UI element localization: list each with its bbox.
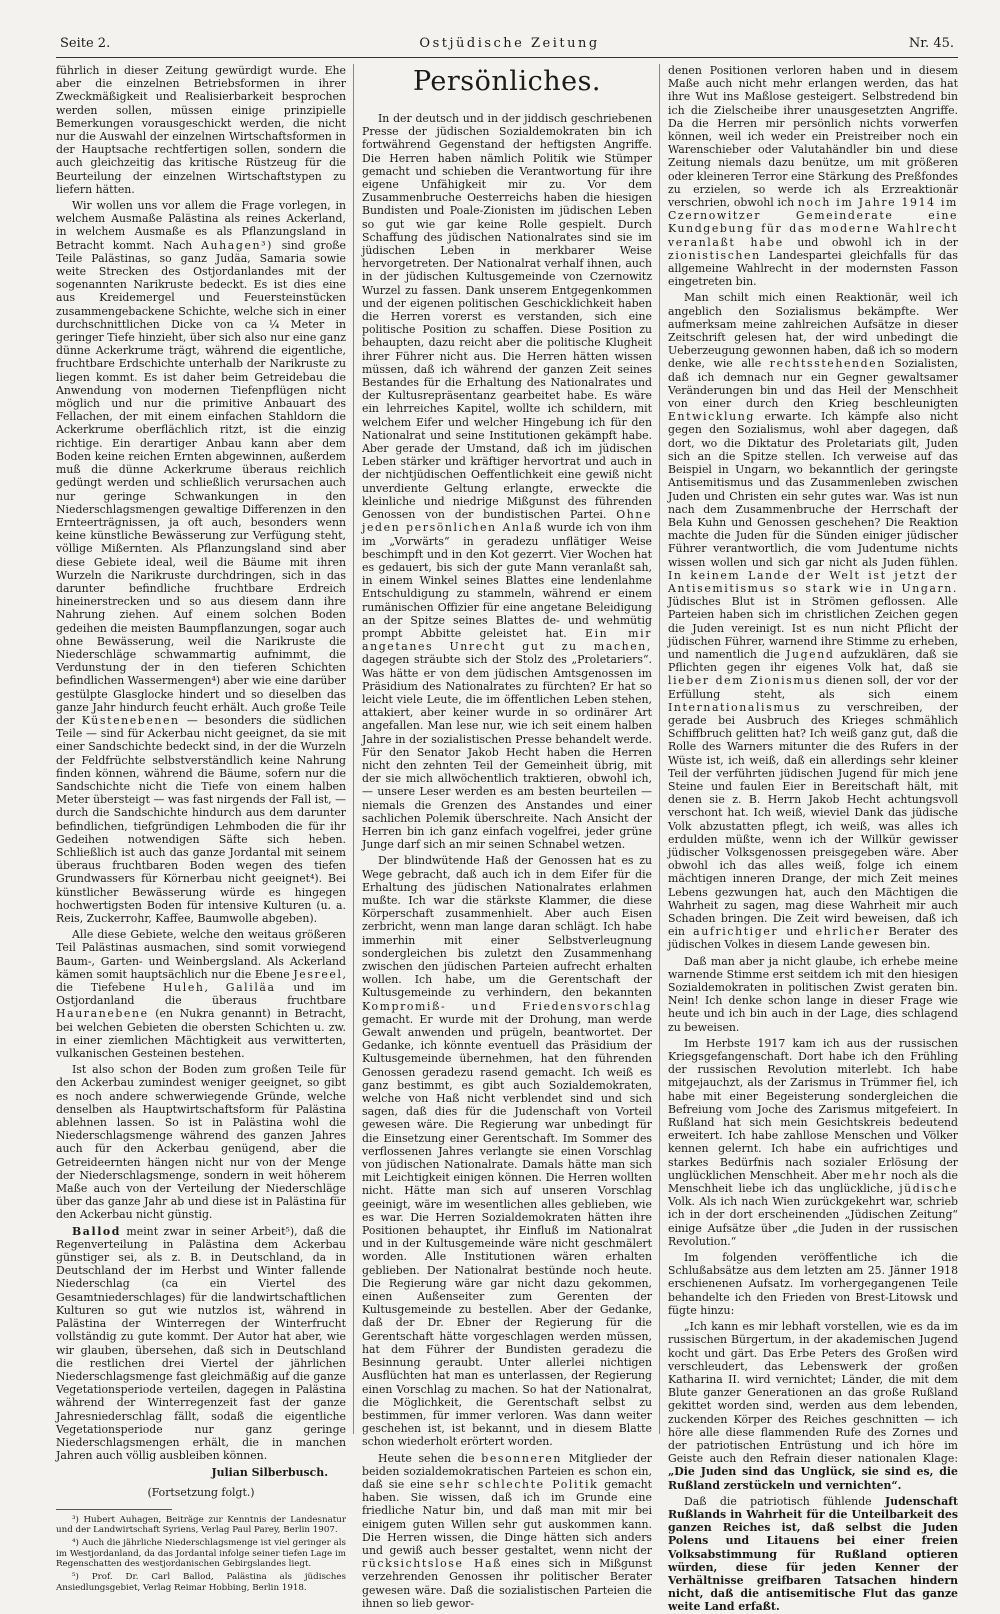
paragraph: Heute sehen die besonneren Mitglieder der beiden sozialdemokratischen Parteien es schon ein, daß sie eine sehr schlechte Politik gemacht haben. Sie wissen, daß ich im Grunde eine friedliche Natur bin, und daß man mit mir bei einigem guten Willen sehr gut auskommen kann. Die Herren wissen, die Dinge hätten sich anders und gewiß auch besser gestaltet, wenn nicht der rücksichtslose Haß eines sich in Mißgunst verzehrenden Genossen ihr politischer Berater gewesen wäre. Daß die sozialistischen Parteien die ihnen so lieb gewor-: [362, 1451, 653, 1610]
paragraph: Man schilt mich einen Reaktionär, weil ich angeblich den Sozialismus bekämpfte. Wer aufmerksam meine zahlreichen Aufsätze in dieser Zeitschrift gelesen hat, der wird unbedingt die Ueberzeugung gewonnen haben, daß ich so modern denke, wie alle rechtsstehenden Sozialisten, daß ich demnach nur ein Gegner gewaltsamer Veränderungen bin und das Heil der Menschheit von einer durch den Krieg beschleunigten Entwicklung erwarte. Ich kämpfe also nicht gegen den Sozialismus, wohl aber dagegen, daß dort, wo die Diktatur des Proletariats gilt, Juden sich an die Spitze stellen. Ich verweise auf das Beispiel in Ungarn, wo bekanntlich der geringste Antisemitismus und das Zusammenleben zwischen Juden und Christen ein sehr gutes war. Was ist nun nach dem Zusammenbruche der Herrschaft der Bela Kuhn und Genossen geschehen? Die Reaktion machte die Juden für die Sünden einiger jüdischer Führer verantwortlich, die vom Judentume nichts wissen wollen und sich gar nicht als Juden fühlen. In keinem Lande der Welt ist jetzt der Antisemitismus so stark wie in Ungarn. Jüdisches Blut ist in Strömen geflossen. Alle Parteien haben sich im christlichen Zeichen gegen die Juden vereinigt. Ist es nun nicht Pflicht der jüdischen Führer, warnend ihre Stimme zu erheben, und namentlich die Jugend aufzuklären, daß sie Pflichten gegen ihr eigenes Volk hat, daß sie lieber dem Zionismus dienen soll, der vor der Erfüllung steht, als sich einem Internationalismus zu verschreiben, der gerade bei Ausbruch des Krieges schmählich Schiffbruch gelitten hat? Ich weiß ganz gut, daß die Rolle des Warners mitunter die des Rufers in der Wüste ist, ich weiß, daß ein allerdings sehr kleiner Teil der verführten jüdischen Jugend für mich jene Steine und faulen Eier in Bereitschaft hält, mit denen sie z. B. Herrn Jakob Hecht achtungsvoll verschont hat. Ich weiß, wieviel Dank das jüdische Volk abzustatten pflegt, ich weiß, was alles ich erdulden müßte, wenn ich der Willkür gewisser jüdischer Volksgenossen preisgegeben wäre. Aber obwohl ich das alles weiß, folge ich einem mächtigen inneren Drange, der mich Zeit meines Lebens gezwungen hat, auch den Mächtigen die Wahrheit zu sagen, mag diese Wahrheit mir auch Schaden bringen. Die Zeit wird beweisen, daß ich ein aufrichtiger und ehrlicher Berater des jüdischen Volkes in diesem Lande gewesen bin.: [668, 291, 959, 952]
paragraph: Im folgenden veröffentliche ich die Schlußabsätze aus dem letzten am 25. Jänner 1918 erschienenen Aufsatz. Im vorhergegangenen Teile behandelte ich den Frieden von Brest-Litowsk und fügte hinzu:: [668, 1251, 958, 1317]
paragraph: Ballod meint zwar in seiner Arbeit⁵), daß die Regenverteilung in Palästina dem Ackerbau günstiger sei, als z. B. in Deutschland, da in Deutschland der im Herbst und Winter fallende Niederschlag (ca ein Viertel des Gesamtniederschlages) für die landwirtschaftlichen Kulturen so gut wie nutzlos ist, während in Palästina der Winterregen der Winterfrucht vollständig zu gute kommt. Der Autor hat aber, wie wir glauben, übersehen, daß sich in Deutschland die restlichen drei Viertel der jährlichen Niederschlagsmenge fast gleichmäßig auf die ganze Vegetationsperiode verteilen, dagegen in Palästina während der Winterregenzeit fast der ganze Jahresniederschlag fällt, sodaß die eigentliche Vegetationsperiode nur ganz geringe Niederschlagsmengen erhält, die in manchen Jahren auch völlig ausbleiben können.: [56, 1224, 346, 1463]
author-signature: Julian Silberbusch.: [211, 1466, 328, 1480]
paragraph: Wir wollen uns vor allem die Frage vorlegen, in welchem Ausmaße Palästina als reines Ackerland, in welchem Ausmaße es als Pflanzungsland in Betracht kommt. Nach Auhagen³) sind große Teile Palästinas, so ganz Judäa, Samaria sowie weite Strecken des Ostjordanlandes mit der sogenannten Narikruste bedeckt. Es ist dies eine aus Kreidemergel und Feuersteinstücken zusammengebackene Schichte, welche sich in einer durchschnittlichen Dicke von ca ¼ Meter in geringer Tiefe hinzieht, über sich also nur eine ganz dünne Ackerkrume trägt, während die eigentliche, fruchtbare Erdschichte unterhalb der Narikruste zu liegen kommt. Es ist daher beim Getreidebau die Anwendung von modernen Tiefenpflügen nicht möglich und nur die primitive Anbauart des Fellachen, der mit einem einfachen Stahldorn die Ackerkrume oberflächlich ritzt, ist die einzig richtige. Ein derartiger Anbau kann aber dem Boden keine reichen Ernten abgewinnen, außerdem muß die dünne Ackerkrume überaus reichlich gedüngt werden und schließlich verursachen auch nur geringe Schwankungen in den Niederschlagsmengen gewaltige Differenzen in den Ernteerträgnissen, ja oft auch, besonders wenn keine künstliche Bewässerung zur Verfügung steht, völlige Mißernten. Als Pflanzungsland sind aber diese Gebiete ideal, weil die Bäume mit ihren Wurzeln die Narikruste durchdringen, sich in das darunter befindliche fruchtbare Erdreich hineinerstrecken und so aus diesem dann ihre Nahrung ziehen. Auf einem solchen Boden gedeihen die meisten Baumpflanzungen, sogar auch ohne Bewässerung, weil die Narikruste die Niederschläge schwammartig aufnimmt, die Verdunstung der in den tieferen Schichten befindlichen Wassermengen⁴) aber wie eine darüber gestülpte Glasglocke hindert und so dieselben das ganze Jahr hindurch feucht erhält. Auch große Teile der Küstenebenen — besonders die südlichen Teile — sind für Ackerbau nicht geeignet, da sie mit einer Sandschichte bedeckt sind, in der die Wurzeln der Feldfrüchte selbstverständlich keine Nahrung finden können, während die Bäume, sofern nur die Sandschichte nicht die Tiefe von einem halben Meter übersteigt — was fast nirgends der Fall ist, — durch die Sandschichte hindurch aus dem darunter befindlichen, tiefgründigen Lehmboden die für ihr Gedeihen notwendigen Säfte sich heben. Schließlich ist auch das ganze Jordantal mit seinem überaus fruchtbaren Boden wegen des tiefen Grundwassers für Körnerbau nicht geeignet⁴). Bei künstlicher Bewässerung würde es hingegen hochwertigsten Boden für intensive Kulturen (u. a. Reis, Zuckerrohr, Kaffee, Baumwolle abgeben).: [56, 199, 347, 925]
paragraph: Alle diese Gebiete, welche den weitaus größeren Teil Palästinas ausmachen, sind somit vorwiegend Baum-, Garten- und Weinbergsland. Als Ackerland kämen somit hauptsächlich nur die Ebene Jesreel, die Tiefebene Huleh, Galiläa und im Ostjordanland die überaus fruchtbare Hauranebene (en Nukra genannt) in Betracht, bei welchen Gebieten die obersten Schichten u. zw. in einer ziemlichen Mächtigkeit aus verwitterten, vulkanischen Gesteinen bestehen.: [56, 928, 346, 1061]
column-2: [362, 64, 653, 1610]
article-title: Persönliches.: [412, 66, 602, 97]
footnote: ⁴) Auch die jährliche Niederschlagsmenge ist viel geringer als im Westjordanland, da das Jordantal infolge seiner tiefen Lage im Regenschatten des westjordanischen Gebirgslandes liegt.: [56, 1538, 346, 1569]
newspaper-title: Ostjüdische Zeitung: [419, 36, 600, 51]
paragraph: Daß die patriotisch fühlende Judenschaft Rußlands in Wahrheit für die Unteilbarkeit des ganzen Reiches ist, daß selbst die Juden Polens und Litauens bei einer freien Volksabstimmung für Rußland optieren würden, diese für jeden Kenner der Verhältnisse greifbaren Tatsachen hindern nicht, daß die antisemitische Flut das ganze weite Land erfaßt.: [668, 1494, 958, 1614]
column-3: [668, 64, 959, 1614]
footnote-divider: [56, 1509, 172, 1510]
paragraph: Ist also schon der Boden zum großen Teile für den Ackerbau zumindest weniger geeignet, so gibt es noch andere schwerwiegende Gründe, welche denselben als Hauptwirtschaftsform für Palästina ablehnen lassen. So ist in Palästina wohl die Niederschlagsmenge während des ganzen Jahres auch für den Ackerbau genügend, aber die Getreideernten hängen nicht nur von der Menge der Niederschlagsmenge, sondern in weit höherem Maße auch von der Verteilung der Niederschläge über das ganze Jahr ab und diese ist in Palästina für den Ackerbau nicht günstig.: [56, 1063, 346, 1222]
paragraph: Der blindwütende Haß der Genossen hat es zu Wege gebracht, daß auch ich in dem Eifer für die Erhaltung des jüdischen Nationalrates erlahmen mußte. Ich war die stärkste Klammer, die diese Körperschaft zusammenhielt. Aber auch Eisen zerbricht, wenn man lange daran schlägt. Ich habe immerhin mit einer Selbstverleugnung sondergleichen bis zuletzt den Zusammenhang zwischen den jüdischen Parteien aufrecht erhalten wollen. Ich habe, um die Gerentschaft der Kultusgemeinde zu verhindern, den bekannten Kompromiß- und Friedensvorschlag gemacht. Er wurde mit der Drohung, man werde Gewalt anwenden und prügeln, beantwortet. Der Gedanke, ich könnte eventuell das Präsidium der Kultusgemeinde übernehmen, hat den führenden Genossen geradezu rasend gemacht. Ich weiß es ganz bestimmt, es gibt auch Sozialdemokraten, welche von Haß nicht verblendet sind und sich sagen, daß dies für die Judenschaft von Vorteil gewesen wäre. Die Regierung war unbedingt für die Einsetzung einer Gerentschaft. Im Sommer des verflossenen Jahres verlangte sie einen Vorschlag von jüdischen Nationalrate. Damals hätte man sich mit Leichtigkeit einigen können. Die Herren wollten nicht. Hätte man sich auf unseren Vorschlag geeinigt, wäre im wesentlichen alles geblieben, wie es war. Die Herren Sozialdemokraten hätten ihre Positionen behauptet, ihr Einfluß im Nationalrat und in der Kultusgemeinde wäre nicht geschmälert worden. Alle Institutionen wären erhalten geblieben. Der Nationalrat bestünde noch heute. Die Regierung wäre gar nicht dazu gekommen, einen Außenseiter zum Gerenten der Kultusgemeinde zu bestellen. Aber der Gedanke, daß der Dr. Ebner der Regierung für die Gerentschaft hätte vorgeschlagen werden müssen, hat dem Führer der Bundisten geradezu die Besinnung geraubt. Unter allerlei nichtigen Ausflüchten hat man es unterlassen, der Regierung einen Vorschlag zu machen. So hat der Nationalrat, die Möglichkeit, die Gerentschaft selbst zu bestimmen, für immer verloren. Was dann weiter geschehen ist, ist bekannt, und in diesem Blatte schon wiederholt erörtert worden.: [362, 854, 652, 1449]
page-number: Seite 2.: [60, 36, 111, 51]
page-header: [56, 36, 958, 58]
paragraph: führlich in dieser Zeitung gewürdigt wurde. Ehe aber die einzelnen Betriebsformen in ihrer Zweckmäßigkeit und Realisierbarkeit besprochen werden sollen, müssen einige prinzipielle Bemerkungen vorausgeschickt werden, die nicht nur die Auswahl der einzelnen Wirtschaftsformen in der Hauptsache rechtfertigen sollen, sondern die auch gleichzeitig das kritische Rüstzeug für die Beurteilung der einzelnen Wirtschaftstypen zu liefern hätten.: [56, 64, 346, 196]
column-1: [56, 64, 347, 1593]
footnote: ⁵) Prof. Dr. Carl Ballod, Palästina als jüdisches Ansiedlungsgebiet, Verlag Reimar Hobbing, Berlin 1918.: [56, 1572, 346, 1593]
paragraph: „Ich kann es mir lebhaft vorstellen, wie es da im russischen Bürgertum, in der akademischen Jugend kocht und gärt. Das Erbe Peters des Großen wird verschleudert, das Lebenswerk der großen Katharina II. wird vernichtet; Länder, die mit dem Blute ganzer Generationen an das große Rußland gekittet worden sind, werden aus dem lebenden, zuckenden Körper des Reiches geschnitten — ich höre alle diese flammenden Rufe des Zornes und der patriotischen Entrüstung und ich höre im Geiste auch den Refrain dieser nationalen Klage: „Die Juden sind das Unglück, sie sind es, die Rußland zerstückeln und vernichten“.: [668, 1320, 958, 1492]
columns: [56, 64, 959, 1614]
footnote: ³) Hubert Auhagen, Beiträge zur Kenntnis der Landesnatur und der Landwirtschaft Syriens, Verlag Paul Parey, Berlin 1907.: [56, 1514, 346, 1536]
paragraph: In der deutsch und in der jiddisch geschriebenen Presse der jüdischen Sozialdemokraten bin ich fortwährend Gegenstand der heftigsten Angriffe. Die Herren haben nämlich Politik wie Stümper gemacht und schieben die Verantwortung für ihre eigene Unfähigkeit mir zu. Vor dem Zusammenbruche Oesterreichs haben die hiesigen Bundisten und Poale-Zionisten im jüdischen Leben so gut wie gar keine Rolle gespielt. Durch Schaffung des jüdischen Nationalrates sind sie im jüdischen Leben in merkbarer Weise hervorgetreten. Der Nationalrat verhalf ihnen, auch in der jüdischen Kultusgemeinde von Czernowitz Wurzel zu fassen. Dank unserem Entgegenkommen und der eigenen politischen Geschicklichkeit haben die Herren vorerst es verstanden, sich eine politische Position zu schaffen. Diese Position zu behaupten, dazu reicht aber die politische Klugheit ihrer Führer nicht aus. Die Herren hätten wissen müssen, daß ich während der ganzen Zeit seines Bestandes für die Erhaltung des Nationalrates und der Kultusrepräsentanz gearbeitet habe. Es wäre ein lehrreiches Kapitel, wollte ich schildern, mit welchem Eifer und welcher Hingebung ich für den Nationalrat und seine Institutionen gekämpft habe. Aber gerade der Umstand, daß ich im jüdischen Leben stärker und kräftiger hervortrat und auch in der nichtjüdischen Oeffentlichkeit eine gewiß nicht unverdiente Geltung erlangte, erweckte die kleinliche und niedrige Mißgunst des führenden Genossen von der bundistischen Partei. Ohne jeden persönlichen Anlaß wurde ich von ihm im „Vorwärts“ in geradezu unflätiger Weise beschimpft und in den Kot gezerrt. Vier Wochen hat es gedauert, bis sich der gute Mann veranlaßt sah, in einem Winkel seines Blattes eine lendenlahme Entschuldigung zu stammeln, während er einem rumänischen Offizier für eine angetane Beleidigung an der Spitze seines Blattes de- und wehmütig prompt Abbitte geleistet hat. Ein mir angetanes Unrecht gut zu machen, dagegen sträubte sich der Stolz des „Proletariers“. Was hätte er von dem jüdischen Amtsgenossen im Präsidium des Nationalrates zu fürchten? Er hat so leicht viele Leute, die im öffentlichen Leben stehen, attakiert, aber keiner wurde in so ordinärer Art angefallen. Man lese nur, wie ich seit einem halben Jahre in der sozialistischen Presse behandelt werde. Für den Senator Jakob Hecht haben die Herren nicht den zehnten Teil der Gemeinheit übrig, mit der sie mich allwöchentlich traktieren, obwohl ich, — unsere Leser werden es am besten beurteilen — niemals die Grenzen des Anstandes und einer sachlichen Polemik überschreite. Nach Ansicht der Herren bin ich ganz einfach vogelfrei, jeder grüne Junge darf sich an mir seinen Schnabel wetzen.: [362, 112, 653, 852]
issue-number: Nr. 45.: [908, 36, 954, 51]
continued-note: (Fortsetzung folgt.): [147, 1485, 255, 1499]
paragraph: Daß man aber ja nicht glaube, ich erhebe meine warnende Stimme erst seitdem ich mit den hiesigen Sozialdemokraten in politischen Zwist geraten bin. Nein! Ich denke schon lange in dieser Frage wie heute und ich bin auch in der Lage, dies schlagend zu beweisen.: [668, 954, 958, 1034]
paragraph: denen Positionen verloren haben und in diesem Maße auch nicht mehr erlangen werden, das hat ihre Wut ins Maßlose gesteigert. Selbstredend bin ich die Zielscheibe ihrer unausgesetzten Angriffe. Da die Herren mir persönlich nichts vorwerfen können, weil ich weder ein Preistreiber noch ein Warenschieber oder Valutahändler bin und diese Zeitung niemals dazu benütze, um mit größeren oder kleineren Terror eine Stärkung des Preßfondes zu erzielen, so werde ich als Erzreaktionär verschrien, obwohl ich noch im Jahre 1914 im Czernowitzer Gemeinderate eine Kundgebung für das moderne Wahlrecht veranlaßt habe und obwohl ich in der zionistischen Landespartei gleichfalls für das allgemeine Wahlrecht in der modernsten Fasson eingetreten bin.: [668, 64, 959, 289]
paragraph: Im Herbste 1917 kam ich aus der russischen Kriegsgefangenschaft. Dort habe ich den Frühling der russischen Revolution miterlebt. Ich habe mitgejauchzt, als der Zarismus in Trümmer fiel, ich habe mit einer Begeisterung sondergleichen die Befreiung vom Joche des Zarismus mitgefeiert. In Rußland hat sich mein Gesichtskreis bedeutend erweitert. Ich habe zahllose Menschen und Völker kennen gelernt. Ich habe ein aufrichtiges und starkes Bedürfnis nach sozialer Erlösung der unglücklichen Menschheit. Aber mehr noch als die Menschheit liebe ich das unglückliche, jüdische Volk. Als ich nach Wien zurückgekehrt war, schrieb ich in der dort erscheinenden „Jüdischen Zeitung“ einige Aufsätze über „die Juden in der russischen Revolution.“: [668, 1036, 958, 1248]
